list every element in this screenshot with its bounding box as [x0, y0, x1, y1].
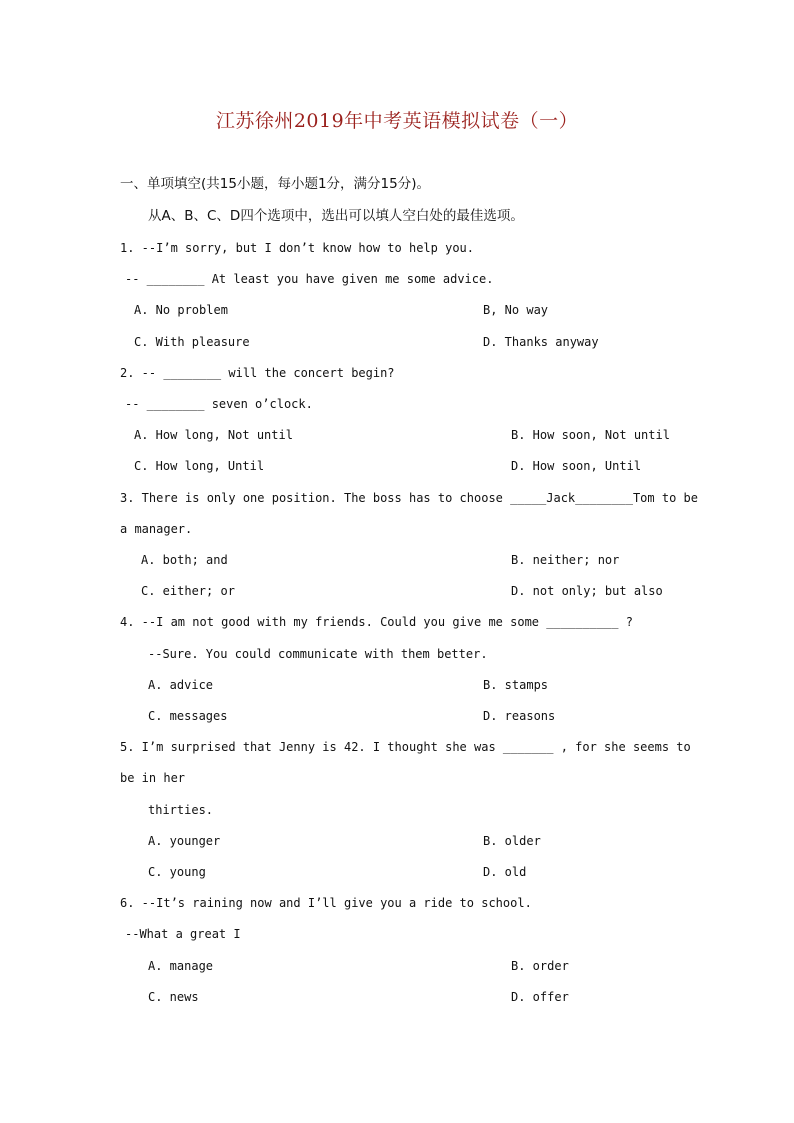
- question-1-reply: -- ________ At least you have given me some advice.: [125, 272, 494, 286]
- question-3-option-d: D. not only; but also: [511, 584, 663, 598]
- question-6-stem: 6. --It’s raining now and I’ll give you a ride to school.: [120, 896, 532, 910]
- question-5-stem-end: thirties.: [148, 803, 214, 817]
- question-1-option-c: C. With pleasure: [134, 335, 250, 349]
- question-5-option-a: A. younger: [148, 834, 221, 848]
- question-4-stem: 4. --I am not good with my friends. Could you give me some __________ ?: [120, 615, 633, 629]
- question-2-reply: -- ________ seven o’clock.: [125, 397, 313, 411]
- question-4-option-c: C. messages: [148, 709, 228, 723]
- question-1-option-d: D. Thanks anyway: [483, 335, 599, 349]
- question-4-option-b: B. stamps: [483, 678, 549, 692]
- question-6-option-b: B. order: [511, 959, 569, 973]
- question-5-option-b: B. older: [483, 834, 541, 848]
- question-3-option-c: C. either; or: [141, 584, 235, 598]
- question-5-option-c: C. young: [148, 865, 206, 879]
- question-4-option-a: A. advice: [148, 678, 214, 692]
- question-2-stem: 2. -- ________ will the concert begin?: [120, 366, 395, 380]
- question-2-option-c: C. How long, Until: [134, 459, 265, 473]
- question-2-option-d: D. How soon, Until: [511, 459, 642, 473]
- question-1-option-b: B, No way: [483, 303, 549, 317]
- question-6-option-a: A. manage: [148, 959, 214, 973]
- question-6-reply: --What a great I: [125, 927, 241, 941]
- question-6-option-c: C. news: [148, 990, 199, 1004]
- section-instruction: 从A、B、C、D四个选项中，选出可以填人空白处的最佳选项。: [148, 208, 524, 224]
- question-6-option-d: D. offer: [511, 990, 569, 1004]
- section-heading: 一、单项填空(共15小题，每小题1分，满分15分)。: [120, 176, 430, 192]
- document-title: 江苏徐州2019年中考英语模拟试卷（一）: [215, 110, 579, 132]
- question-2-option-a: A. How long, Not until: [134, 428, 293, 442]
- question-5-stem: 5. I’m surprised that Jenny is 42. I thought she was _______ , for she seems to: [120, 740, 691, 754]
- question-4-option-d: D. reasons: [483, 709, 556, 723]
- question-4-reply: --Sure. You could communicate with them better.: [148, 647, 488, 661]
- question-1-option-a: A. No problem: [134, 303, 228, 317]
- question-5-stem-continued: be in her: [120, 771, 186, 785]
- question-3-option-a: A. both; and: [141, 553, 228, 567]
- question-2-option-b: B. How soon, Not until: [511, 428, 670, 442]
- question-3-stem-continued: a manager.: [120, 522, 193, 536]
- question-3-stem: 3. There is only one position. The boss has to choose _____Jack________Tom to be: [120, 491, 698, 505]
- question-5-option-d: D. old: [483, 865, 527, 879]
- question-1-stem: 1. --I’m sorry, but I don’t know how to help you.: [120, 241, 475, 255]
- question-3-option-b: B. neither; nor: [511, 553, 620, 567]
